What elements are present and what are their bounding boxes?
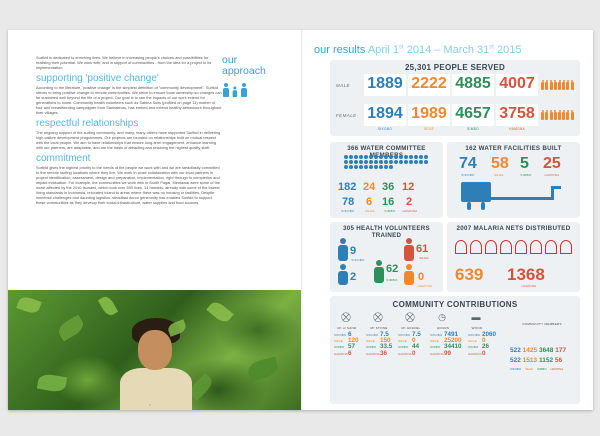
section-body: Surfkid gives the highest priority to the needs of the people we work with and we are steadfastly committed to the remote surfing locations where they live. We work in close collaboration with our local partners in project identification, assessment, design and preparation, implementation, right through to completion and impact evaluation. For example, the communities we work with in South Pagai, Mentawai were some of the worst affected by the 2010 tsunami, which took over 500 lives. 14 hamlets, already with some of the lowest living standards in Indonesia, relocated inland to areas where there was no housing or facilities. Despite immense challenges and daunting logistics, steadfast donor generosity has enabled Surfkid to support these communities as they develop their social infrastructure, water supplies and food sources.	[36, 165, 221, 205]
section-body: According to the literature, 'positive change' is the simplest definition of "community development". Surfkid strives to bring positive change to remote communities. We strive to ensure local ownership so changes can be sustained well beyond the life of a project. Our goal is to see the impacts of our work extend for generations to come. Community health volunteers such as Sabina Sulis (profiled on page 11) mother of four and breastfeeding campaigner from Saobaleuru, has embed and extend healthy behaviours throughout their villages.	[36, 85, 222, 115]
approach-block	[222, 55, 282, 97]
section-heading: supporting 'positive change'	[36, 73, 159, 84]
left-page-text	[36, 55, 222, 205]
wheelbarrow-icon: ⛒	[405, 312, 415, 322]
results-title: our results April 1st 2014 – March 31st 2015	[314, 44, 522, 56]
male-row: MALE 1889 2222 4885 4007	[336, 74, 574, 96]
gravel-column: SIKOBO 7.5 SEGE 0 SIMBO 44 HAMONA0	[398, 331, 421, 357]
community-members-values: 522 1425 3648 177 522 1513 1152 56	[510, 347, 567, 364]
community-members-captions: SIKOBO SEGE SIMBO HAMONA	[510, 367, 564, 371]
section-heading: commitment	[36, 153, 91, 164]
wheelbarrow-icon: ⛒	[373, 312, 383, 322]
clock-icon: ◷	[438, 312, 446, 322]
people-served-title: 25,301 PEOPLE SERVED	[404, 63, 506, 72]
family-icon	[222, 83, 282, 97]
people-served-panel	[330, 60, 580, 136]
page-number: 8	[149, 403, 151, 407]
female-people-icon	[541, 110, 574, 121]
wood-log-icon: ▬	[471, 312, 481, 322]
water-facilities-panel: 162 WATER FACILITIES BUILT 74 58 5 25 SIKOBO SEGE SIMBO HAMONA	[447, 142, 580, 218]
male-people-icon	[541, 80, 574, 91]
section-heading: respectful relationships	[36, 118, 139, 129]
female-row: FEMALE 1894 SIKOBO 1989 SEGE 4657 SIMBO 3758 HAMONA	[336, 104, 574, 126]
sand-column: SIKOBO 6 SEGE 120 SIMBO 57 HAMONA6	[334, 331, 359, 357]
section-body: The ongoing support of the surfing community, and many, many others have supported Surfkid in delivering high calibre development programmes. Our projects are founded on relationships built on mutual respect with the local people. We aim to have relationships that ensure long-term engagement, enhance learning with our partners, are adaptable, and are the basis of attracting and retaining the highest quality staff.	[36, 130, 221, 150]
stone-column: SIKOBO 7.5 SEGE 150 SIMBO 33.5 HAMONA36	[366, 331, 393, 357]
intro-paragraph: Surfkid is dedicated to enriching lives. We believe in increasing people's choices and possibilities for realising their potential. We work with, and in support of communities - from the idea for a project to its implementation.	[36, 55, 212, 70]
community-contributions-panel: COMMUNITY CONTRIBUTIONS ⛒ ⛒ ⛒ ◷ ▬ M³ of SAND M³ STONE M³ GRAVEL HOURS WOOD COMMUNITY MEMBERS SIKOBO 6 SEGE 120 SIMBO 57 HAMONA6 SIKOBO 7.5 SEGE 150 SIMBO 33.5 HAMONA36 SIKOBO 7.5 SEGE 0 SIMBO 44 HAMONA0 SIKOBO 7491 SEGE 25200 SIMBO 34410 HAMONA99 SIKOBO 2060 SEGE 0 SIMBO 26 HAMONA0 522 1425 3648 177 522 1513 1152 56 SIKOBO SEGE SIMBO HAMONA	[330, 296, 580, 404]
malaria-nets-panel: 2007 MALARIA NETS DISTRIBUTED 639 1368 HAMONA	[447, 222, 580, 292]
health-volunteers-panel: 305 HEALTH VOLUNTEERS TRAINED 9 2 61 0 62 SIKOBO SIMBO SEGE HAMONA	[330, 222, 443, 292]
wood-column: SIKOBO 2060 SEGE 0 SIMBO 26 HAMONA0	[468, 331, 497, 357]
child-photo	[8, 290, 301, 410]
page-gutter	[301, 30, 303, 410]
wheelbarrow-icon: ⛒	[341, 312, 351, 322]
hours-column: SIKOBO 7491 SEGE 25200 SIMBO 34410 HAMONA99	[430, 331, 462, 357]
approach-title: our approach	[222, 54, 266, 77]
crowd-icon	[344, 155, 430, 169]
water-committee-panel: 366 WATER COMMITTEE 182 24 36 12 78 6 16 2 SIKOBO SEGE SIMBO HAMONA	[330, 142, 443, 218]
